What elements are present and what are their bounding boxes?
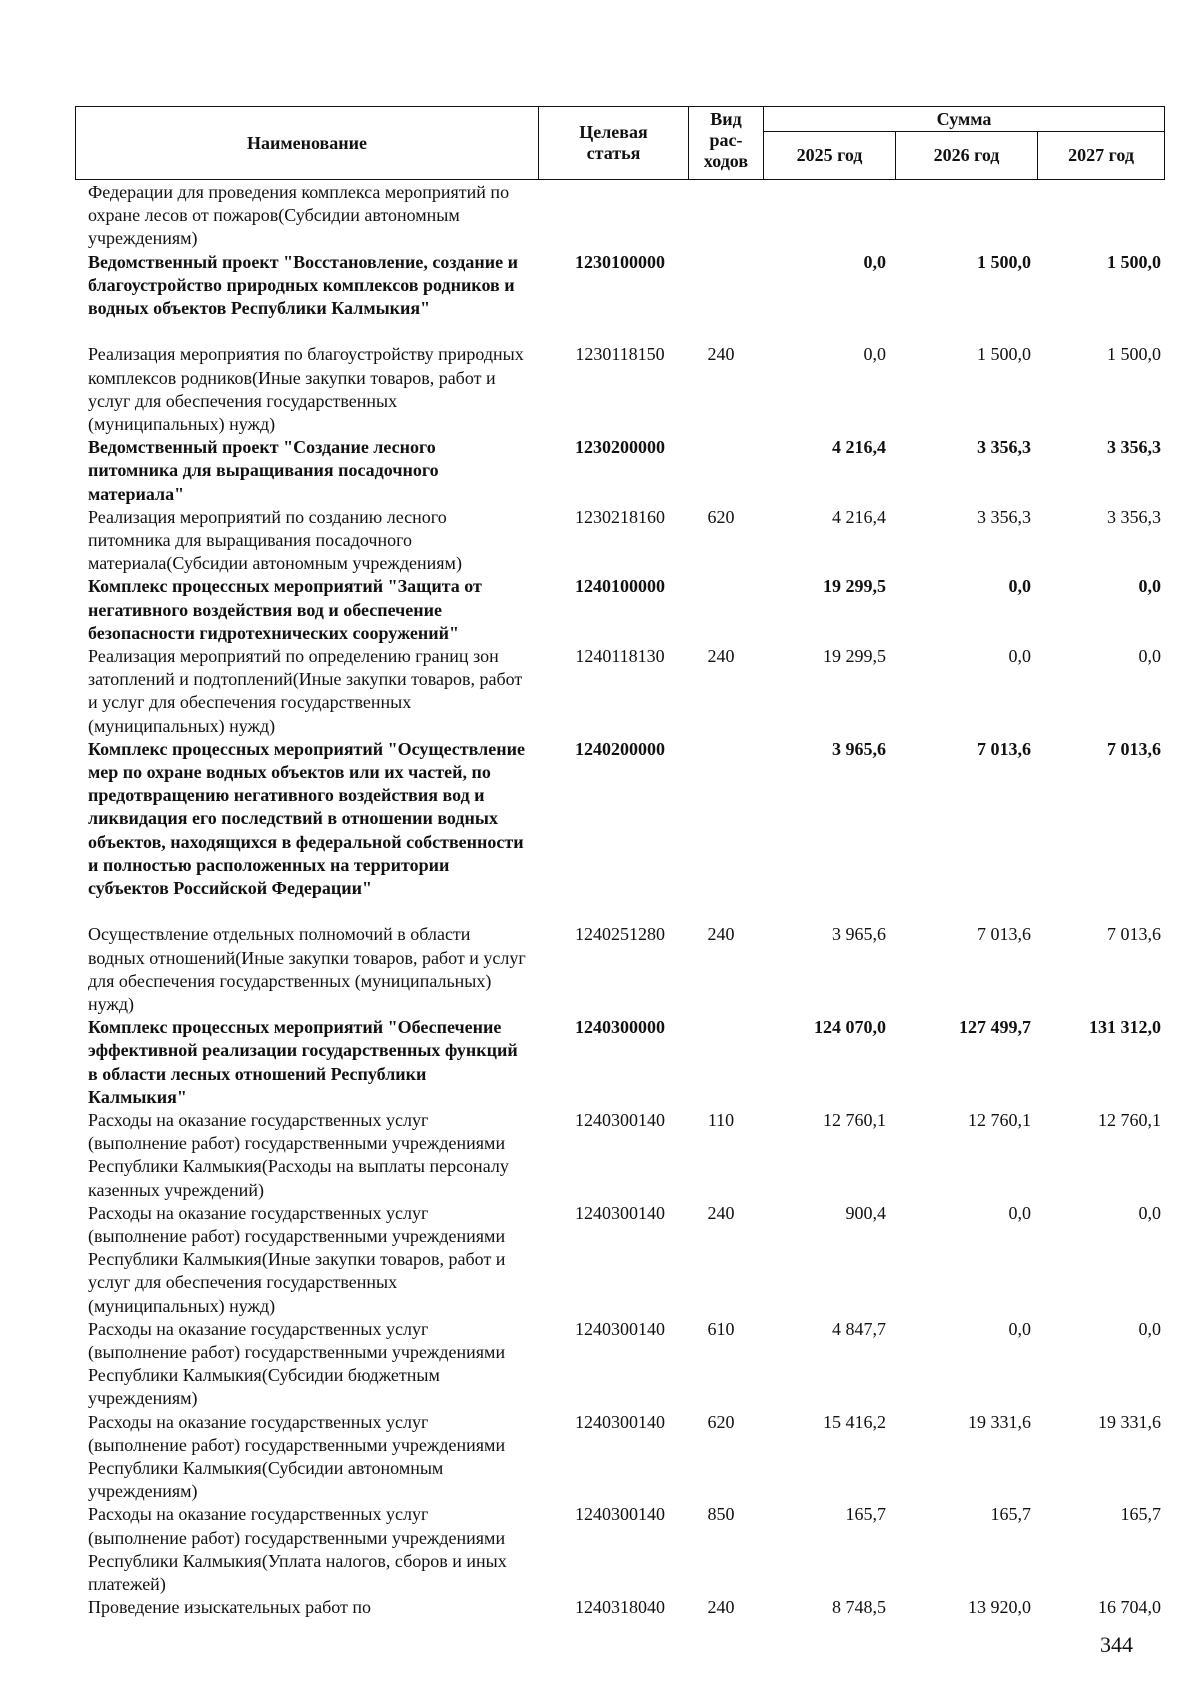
row-sum-2026: 0,0: [1008, 1318, 1031, 1339]
row-sum-2026: 7 013,6: [977, 738, 1031, 759]
row-sum-2025: 4 216,4: [832, 437, 886, 458]
row-sum-2027: 3 356,3: [1107, 437, 1161, 458]
row-sum-2025: 0,0: [863, 251, 886, 272]
row-sum-2027: 16 704,0: [1098, 1597, 1161, 1618]
row-sum-2026: 1 500,0: [977, 344, 1031, 365]
row-expense-kind: 850: [707, 1504, 735, 1525]
row-sum-2025: 165,7: [845, 1504, 886, 1525]
row-expense-kind: 110: [707, 1109, 735, 1130]
row-sum-2025: 3 965,6: [832, 738, 886, 759]
table-row: [0, 436, 1200, 506]
table-body: [0, 181, 1200, 1619]
row-name: Реализация мероприятий по созданию лесного питомника для выращивания посадочного материала(Субсидии автономным учреждениям): [88, 506, 462, 574]
row-target-code: 1240300140: [575, 1318, 665, 1339]
row-sum-2025: 900,4: [845, 1202, 886, 1223]
header-year-2026: 2026 год: [896, 132, 1038, 180]
row-name: Расходы на оказание государственных услуг (выполнение работ) государственными учреждениями Республики Калмыкия(Субсидии автономным учреждениям): [88, 1411, 506, 1502]
table-row: [0, 506, 1200, 576]
row-target-code: 1240300140: [575, 1411, 665, 1432]
row-sum-2026: 19 331,6: [968, 1411, 1031, 1432]
row-sum-2027: 0,0: [1138, 1202, 1161, 1223]
row-name: Расходы на оказание государственных услуг (выполнение работ) государственными учреждениями Республики Калмыкия(Иные закупки товаров, работ и услуг для обеспечения государственных (муниципальных) нужд): [88, 1202, 506, 1316]
row-sum-2025: 4 216,4: [832, 506, 886, 527]
row-sum-2026: 0,0: [1008, 645, 1031, 666]
table-row: [0, 1596, 1200, 1619]
row-sum-2026: 12 760,1: [968, 1109, 1031, 1130]
table-row: [0, 738, 1200, 924]
header-year-2025: 2025 год: [764, 132, 896, 180]
header-sum: Сумма: [764, 107, 1165, 132]
row-target-code: 1240300000: [575, 1017, 665, 1038]
row-sum-2025: 4 847,7: [832, 1318, 886, 1339]
row-sum-2026: 0,0: [1008, 1202, 1031, 1223]
row-name: Федерации для проведения комплекса мероприятий по охране лесов от пожаров(Субсидии автономным учреждениям): [88, 182, 510, 249]
row-sum-2027: 1 500,0: [1107, 344, 1161, 365]
header-target: Целевая статья: [539, 107, 689, 180]
row-sum-2027: 0,0: [1138, 645, 1161, 666]
row-target-code: 1240200000: [575, 738, 665, 759]
row-expense-kind: 240: [707, 1202, 735, 1223]
row-expense-kind: 620: [707, 506, 735, 527]
row-sum-2025: 0,0: [863, 344, 886, 365]
row-expense-kind: 240: [707, 1597, 735, 1618]
row-name: Расходы на оказание государственных услуг (выполнение работ) государственными учреждениями Республики Калмыкия(Расходы на выплаты персоналу казенных учреждений): [88, 1109, 509, 1200]
row-sum-2027: 7 013,6: [1107, 924, 1161, 945]
row-sum-2027: 131 312,0: [1089, 1017, 1161, 1038]
row-target-code: 1240300140: [575, 1109, 665, 1130]
row-sum-2026: 0,0: [1008, 576, 1031, 597]
row-sum-2027: 0,0: [1138, 576, 1161, 597]
row-expense-kind: 240: [707, 645, 735, 666]
row-target-code: 1240318040: [575, 1597, 665, 1618]
table-row: [0, 1318, 1200, 1411]
row-sum-2026: 13 920,0: [968, 1597, 1031, 1618]
table-row: [0, 343, 1200, 436]
row-expense-kind: 240: [707, 924, 735, 945]
row-target-code: 1230200000: [575, 437, 665, 458]
table-row: [0, 1503, 1200, 1596]
header-year-2027: 2027 год: [1038, 132, 1165, 180]
row-sum-2027: 12 760,1: [1098, 1109, 1161, 1130]
row-name: Проведение изыскательных работ по: [88, 1597, 372, 1618]
row-expense-kind: 620: [707, 1411, 735, 1432]
row-sum-2027: 3 356,3: [1107, 506, 1161, 527]
row-name: Осуществление отдельных полномочий в области водных отношений(Иные закупки товаров, работ и услуг для обеспечения государственных (муниципальных) нужд): [88, 924, 526, 1014]
row-sum-2026: 165,7: [990, 1504, 1031, 1525]
table-row: [0, 1411, 1200, 1504]
table-row: [0, 923, 1200, 1016]
row-target-code: 1240300140: [575, 1202, 665, 1223]
header-name: Наименование: [76, 107, 539, 180]
row-sum-2025: 12 760,1: [823, 1109, 886, 1130]
row-name: Ведомственный проект "Восстановление, создание и благоустройство природных комплексов родников и водных объектов Республики Калмыкия": [88, 251, 518, 318]
row-sum-2025: 124 070,0: [814, 1017, 886, 1038]
row-sum-2026: 3 356,3: [977, 437, 1031, 458]
table-row: [0, 1016, 1200, 1109]
row-sum-2026: 3 356,3: [977, 506, 1031, 527]
row-sum-2027: 0,0: [1138, 1318, 1161, 1339]
row-name: Расходы на оказание государственных услуг (выполнение работ) государственными учреждениями Республики Калмыкия(Субсидии бюджетным учреждениям): [88, 1318, 506, 1409]
row-target-code: 1240251280: [575, 924, 665, 945]
row-name: Реализация мероприятий по определению границ зон затоплений и подтоплений(Иные закупки товаров, работ и услуг для обеспечения государственных (муниципальных) нужд): [88, 645, 523, 736]
table-row: [0, 575, 1200, 645]
row-sum-2025: 19 299,5: [823, 576, 886, 597]
table-row: [0, 645, 1200, 738]
row-sum-2027: 19 331,6: [1098, 1411, 1161, 1432]
row-sum-2027: 1 500,0: [1107, 251, 1161, 272]
table-row: [0, 1109, 1200, 1202]
row-expense-kind: 240: [707, 344, 735, 365]
row-sum-2025: 3 965,6: [832, 924, 886, 945]
row-sum-2027: 7 013,6: [1107, 738, 1161, 759]
row-sum-2027: 165,7: [1120, 1504, 1161, 1525]
row-target-code: 1240300140: [575, 1504, 665, 1525]
row-name: Реализация мероприятия по благоустройству природных комплексов родников(Иные закупки товаров, работ и услуг для обеспечения государственных (муниципальных) нужд): [88, 344, 524, 434]
row-expense-kind: 610: [707, 1318, 735, 1339]
row-target-code: 1230118150: [575, 344, 665, 365]
row-name: Комплекс процессных мероприятий "Защита от негативного воздействия вод и обеспечение безопасности гидротехнических сооружений": [88, 576, 482, 643]
row-sum-2025: 8 748,5: [832, 1597, 886, 1618]
table-row: [0, 181, 1200, 251]
row-name: Комплекс процессных мероприятий "Обеспечение эффективной реализации государственных функций в области лесных отношений Республики Калмыкия": [88, 1017, 518, 1107]
row-target-code: 1240118130: [575, 645, 665, 666]
row-sum-2026: 7 013,6: [977, 924, 1031, 945]
row-name: Комплекс процессных мероприятий "Осуществление мер по охране водных объектов или их частей, по предотвращению негативного воздействия вод и ликвидация его последствий в отношении водных объектов, находящихся в федеральной собственности и полностью расположенных на территории субъектов Российской Федерации": [88, 738, 525, 898]
row-sum-2025: 15 416,2: [823, 1411, 886, 1432]
row-sum-2026: 127 499,7: [959, 1017, 1031, 1038]
row-name: Ведомственный проект "Создание лесного питомника для выращивания посадочного материала": [88, 437, 439, 504]
row-sum-2026: 1 500,0: [977, 251, 1031, 272]
row-target-code: 1230100000: [575, 251, 665, 272]
row-sum-2025: 19 299,5: [823, 645, 886, 666]
row-target-code: 1240100000: [575, 576, 665, 597]
table-row: [0, 251, 1200, 344]
table-row: [0, 1202, 1200, 1318]
header-kind: Вид рас- ходов: [689, 107, 764, 180]
row-name: Расходы на оказание государственных услуг (выполнение работ) государственными учреждениями Республики Калмыкия(Уплата налогов, сборов и иных платежей): [88, 1504, 507, 1594]
page-number: 344: [1100, 1632, 1133, 1657]
row-target-code: 1230218160: [575, 506, 665, 527]
table-header: [75, 106, 1165, 180]
